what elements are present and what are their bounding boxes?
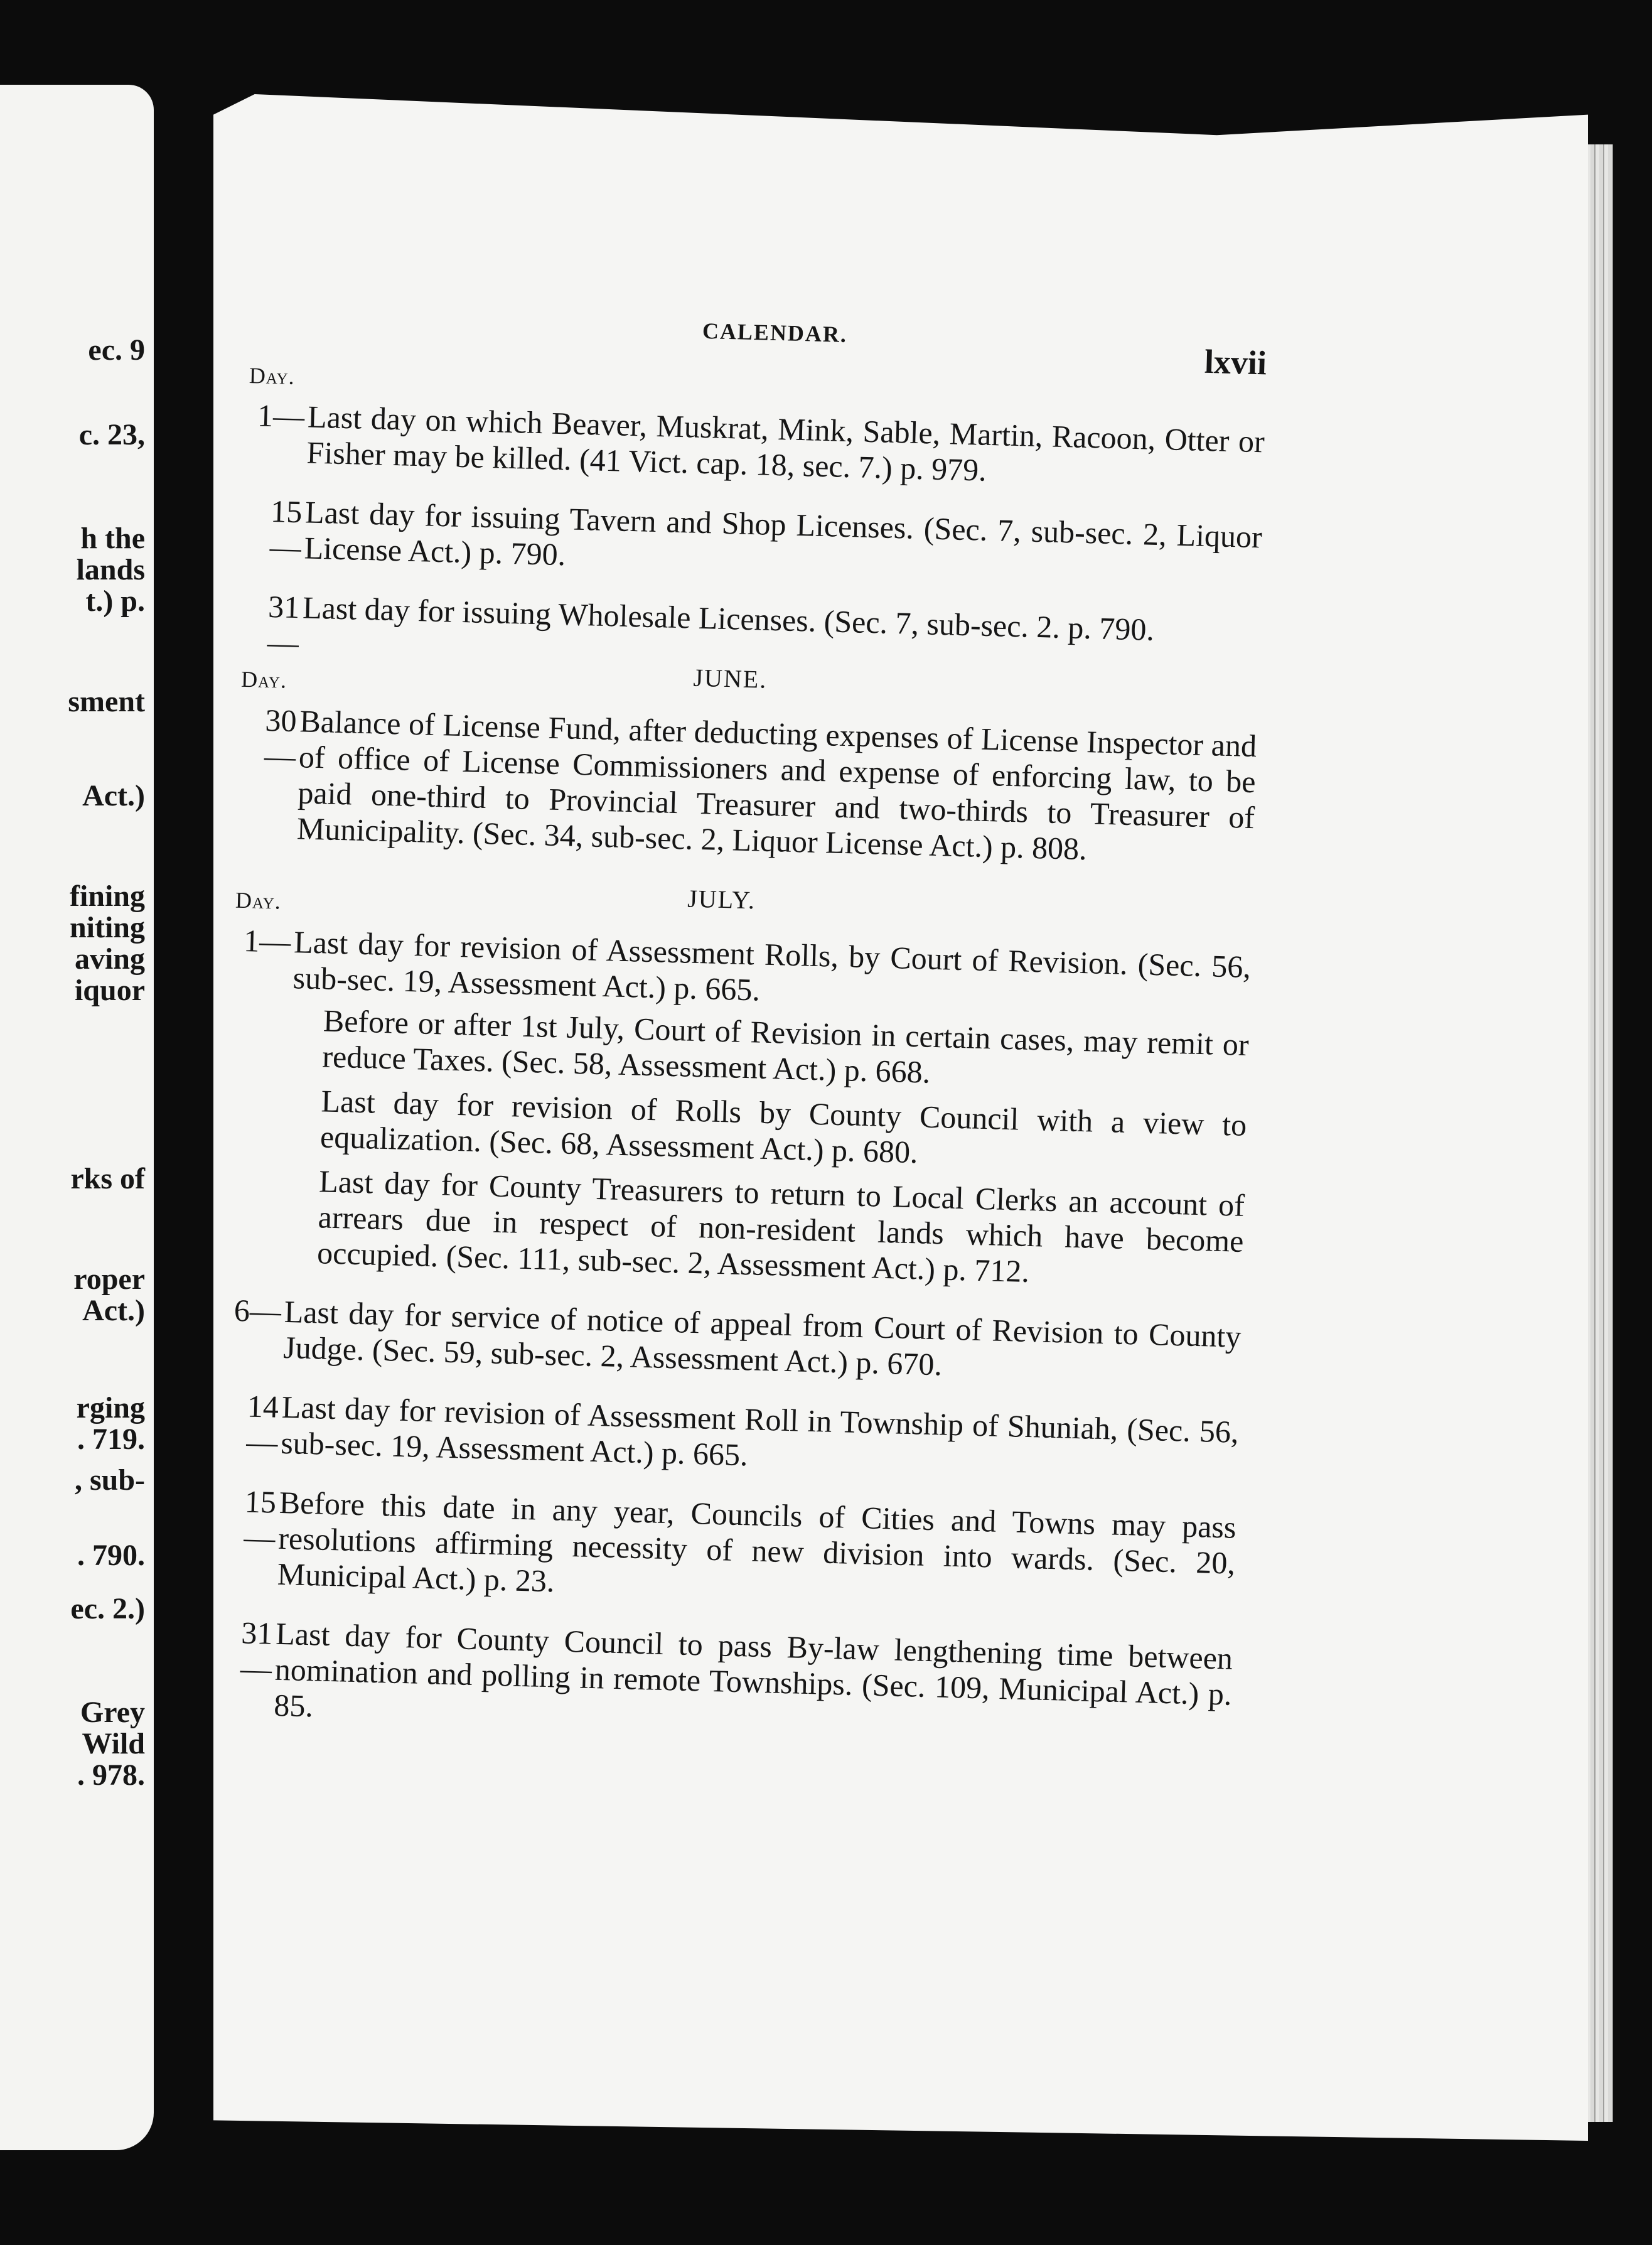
day-column-label: Day. — [249, 362, 296, 389]
left-facing-page — [0, 85, 154, 2150]
page-content — [213, 301, 1268, 1772]
entry-text: Last day for revision of Assessment Roll in Township of Shuniah, (Sec. 56, sub-sec. 19, Assessment Act.) p. 665. — [280, 1389, 1240, 1473]
left-page-text-fragment: c. 23, — [78, 418, 145, 451]
calendar-entry — [214, 1614, 1233, 1748]
left-page-text-fragment: h the — [80, 522, 145, 555]
entry-text: Last day for revision of Assessment Rolls, by Court of Revision. (Sec. 56, sub-sec. 19, Assessment Act.) p. 665. — [292, 924, 1252, 1008]
page-number: lxvii — [1204, 342, 1267, 382]
sub-entry: Last day for County Treasurers to return to Local Clerks an account of arrears due in respect of non-resident lands which have become occupied. (Sec. 111, sub-sec. 2, Assessment Act.) p. 712. — [316, 1163, 1245, 1289]
calendar-entry — [217, 1483, 1236, 1617]
calendar-entry — [223, 1292, 1242, 1390]
entry-day: 31— — [240, 1615, 274, 1687]
left-page-text-fragment: iquor — [74, 974, 145, 1007]
left-page-text-fragment: sment — [68, 685, 145, 718]
entry-day: 1— — [257, 397, 305, 434]
day-column-label: Day. — [235, 887, 282, 914]
left-page-text-fragment: ec. 9 — [88, 333, 145, 367]
left-page-text-fragment: lands — [76, 553, 145, 586]
left-page-text-fragment: Grey — [80, 1696, 145, 1729]
entry-text: Balance of License Fund, after deducting expenses of License Inspector and of office of License Commissioners and expense of enforcing law, to be paid one-third to Provincial Treasurer and two-thirds to Treasurer of Municipality. (Sec. 34, sub-sec. 2, Liquor License Act.) p. 808. — [296, 703, 1257, 867]
left-page-text-fragment: fining — [69, 880, 145, 913]
entry-text: Last day for issuing Wholesale Licenses. (Sec. 7, sub-sec. 2. p. 790. — [302, 590, 1155, 647]
entry-day: 31— — [267, 588, 301, 661]
left-page-text-fragment: Wild — [82, 1727, 145, 1760]
left-page-text-fragment: aving — [74, 942, 145, 976]
sub-entry: Last day for revision of Rolls by County Council with a view to equalization. (Sec. 68, Assessment Act.) p. 680. — [319, 1083, 1247, 1170]
month-heading: JULY. — [687, 884, 756, 915]
entry-text: Before this date in any year, Councils of Cities and Towns may pass resolutions affirming necessity of new division into wards. (Sec. 20, Municipal Act.) p. 23. — [277, 1484, 1237, 1599]
left-page-text-fragment: rging — [76, 1391, 145, 1424]
left-page-text-fragment: ec. 2.) — [70, 1592, 145, 1625]
entry-day: 15— — [243, 1483, 277, 1556]
entry-text: Last day for issuing Tavern and Shop Licenses. (Sec. 7, sub-sec. 2, Liquor License Act.) p. 790. — [304, 494, 1263, 573]
day-column-label: Day. — [240, 666, 287, 693]
sub-entry: Before or after 1st July, Court of Revision in certain cases, may remit or reduce Taxes. (Sec. 58, Assessment Act.) p. 668. — [321, 1003, 1250, 1090]
entry-day: 6— — [233, 1292, 282, 1329]
left-page-text-fragment: . 719. — [77, 1423, 145, 1456]
entry-day: 14— — [245, 1388, 279, 1460]
left-page-text-fragment: . 978. — [77, 1758, 145, 1792]
entry-text: Last day on which Beaver, Muskrat, Mink, Sable, Martin, Racoon, Otter or Fisher may be killed. (41 Vict. cap. 18, sec. 7.) p. 979. — [306, 399, 1265, 488]
left-page-text-fragment: Act.) — [82, 1294, 145, 1327]
calendar-entry — [244, 493, 1262, 591]
calendar-entry — [221, 1387, 1239, 1485]
left-page-text-fragment: . 790. — [77, 1539, 145, 1572]
left-page-text-fragment: roper — [73, 1262, 145, 1296]
left-page-text-fragment: Act.) — [82, 779, 145, 812]
left-page-text-fragment: t.) p. — [85, 584, 145, 618]
left-page-text-fragment: , sub- — [74, 1463, 145, 1497]
month-heading: JUNE. — [692, 663, 768, 694]
left-page-text-fragment: niting — [69, 911, 145, 944]
entry-day: 15— — [269, 493, 303, 566]
entry-day: 30— — [264, 702, 298, 775]
entry-text: Last day for County Council to pass By-law lengthening time between nomination and polling in remote Townships. (Sec. 109, Municipal Act.) p. 85. — [273, 1615, 1233, 1724]
page-title: CALENDAR. — [702, 318, 848, 347]
entry-day: 1— — [243, 923, 292, 959]
entry-text: Last day for service of notice of appeal from Court of Revision to County Judge. (Sec. 59, sub-sec. 2, Assessment Act.) p. 670. — [282, 1293, 1242, 1382]
calendar-entry — [237, 702, 1257, 871]
may-entries — [243, 397, 1265, 661]
left-page-text-fragment: rks of — [70, 1162, 145, 1195]
calendar-entry — [243, 588, 1260, 661]
